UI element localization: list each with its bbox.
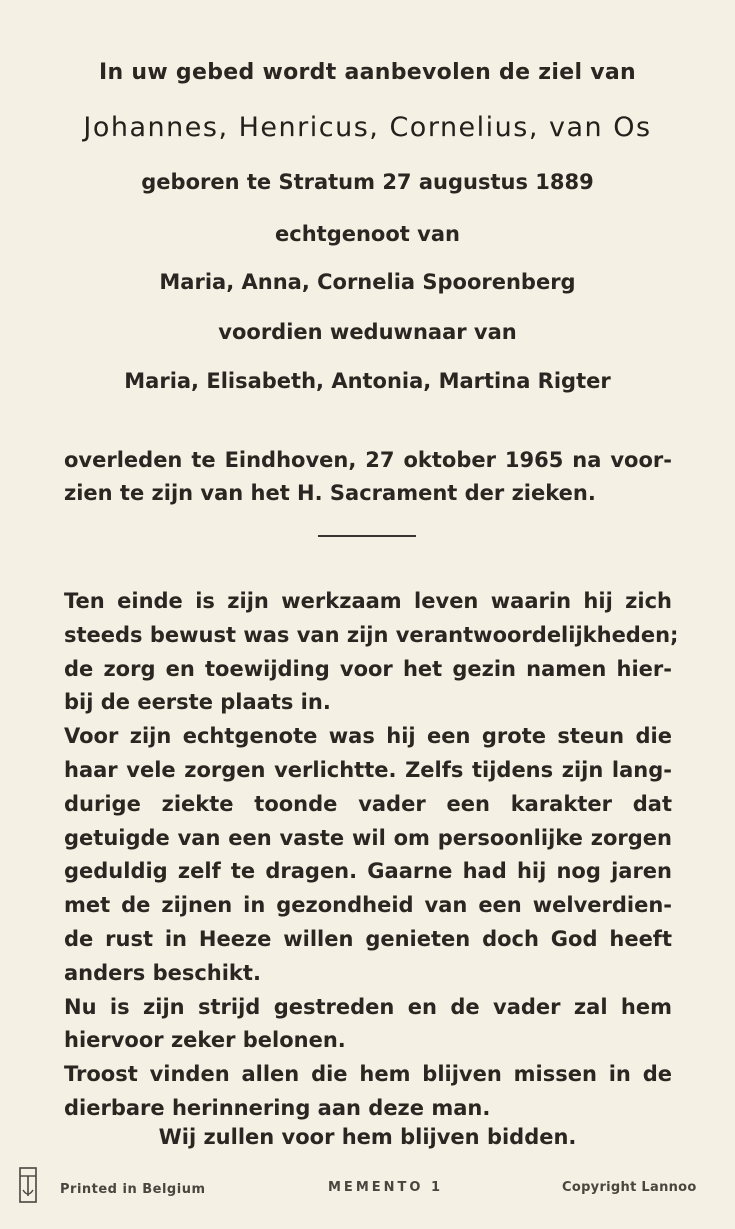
eulogy-paragraph xyxy=(64,585,679,1126)
eulogy-line: Troost vinden allen die hem blijven missen in de xyxy=(64,1062,672,1087)
eulogy-line: Voor zijn echtgenote was hij een grote steun die xyxy=(64,724,672,749)
eulogy-line: durige ziekte toonde vader een karakter dat xyxy=(64,791,672,816)
eulogy-line: geduldig zelf te dragen. Gaarne had hij nog jaren xyxy=(64,859,672,884)
widower-intro: voordien weduwnaar van xyxy=(218,320,517,344)
eulogy-line: haar vele zorgen verlichtte. Zelfs tijdens zijn lang- xyxy=(64,757,672,782)
intro-text: In uw gebed wordt aanbevolen de ziel van xyxy=(98,60,636,85)
death-paragraph xyxy=(64,444,672,510)
eulogy-line: met de zijnen in gezondheid van een welverdien- xyxy=(64,893,672,918)
first-wife-name: Maria, Elisabeth, Antonia, Martina Rigter xyxy=(124,369,611,393)
printed-in-label: Printed in Belgium xyxy=(60,1182,206,1197)
eulogy-line: anders beschikt. xyxy=(64,960,261,985)
eulogy-line: Ten einde is zijn werkzaam leven waarin hij zich xyxy=(64,589,672,613)
card-footer xyxy=(0,1176,735,1206)
copyright-label: Copyright Lannoo xyxy=(562,1180,697,1195)
eulogy-line: Nu is zijn strijd gestreden en de vader zal hem xyxy=(64,994,672,1019)
eulogy-line: steeds bewust was van zijn verantwoordelijkheden; xyxy=(64,622,679,647)
eulogy-line: de rust in Heeze willen genieten doch God heeft xyxy=(64,926,672,951)
eulogy-line: dierbare herinnering aan deze man. xyxy=(64,1095,491,1120)
divider xyxy=(318,535,416,537)
eulogy-line: de zorg en toewijding voor het gezin namen hier- xyxy=(64,656,672,681)
eulogy-line: bij de eerste plaats in. xyxy=(64,690,331,715)
spouse-name: Maria, Anna, Cornelia Spoorenberg xyxy=(159,270,576,294)
deceased-name: Johannes, Henricus, Cornelius, van Os xyxy=(83,112,652,143)
memento-label: MEMENTO 1 xyxy=(328,1180,444,1195)
birth-line: geboren te Stratum 27 augustus 1889 xyxy=(141,170,594,194)
eulogy-line: getuigde van een vaste wil om persoonlijke zorgen xyxy=(64,825,672,850)
death-line: overleden te Eindhoven, 27 oktober 1965 na voor- xyxy=(64,448,672,472)
spouse-intro: echtgenoot van xyxy=(275,222,460,246)
closing-prayer: Wij zullen voor hem blijven bidden. xyxy=(158,1125,577,1149)
eulogy-line: hiervoor zeker belonen. xyxy=(64,1028,346,1053)
death-line: zien te zijn van het H. Sacrament der zieken. xyxy=(64,481,596,505)
